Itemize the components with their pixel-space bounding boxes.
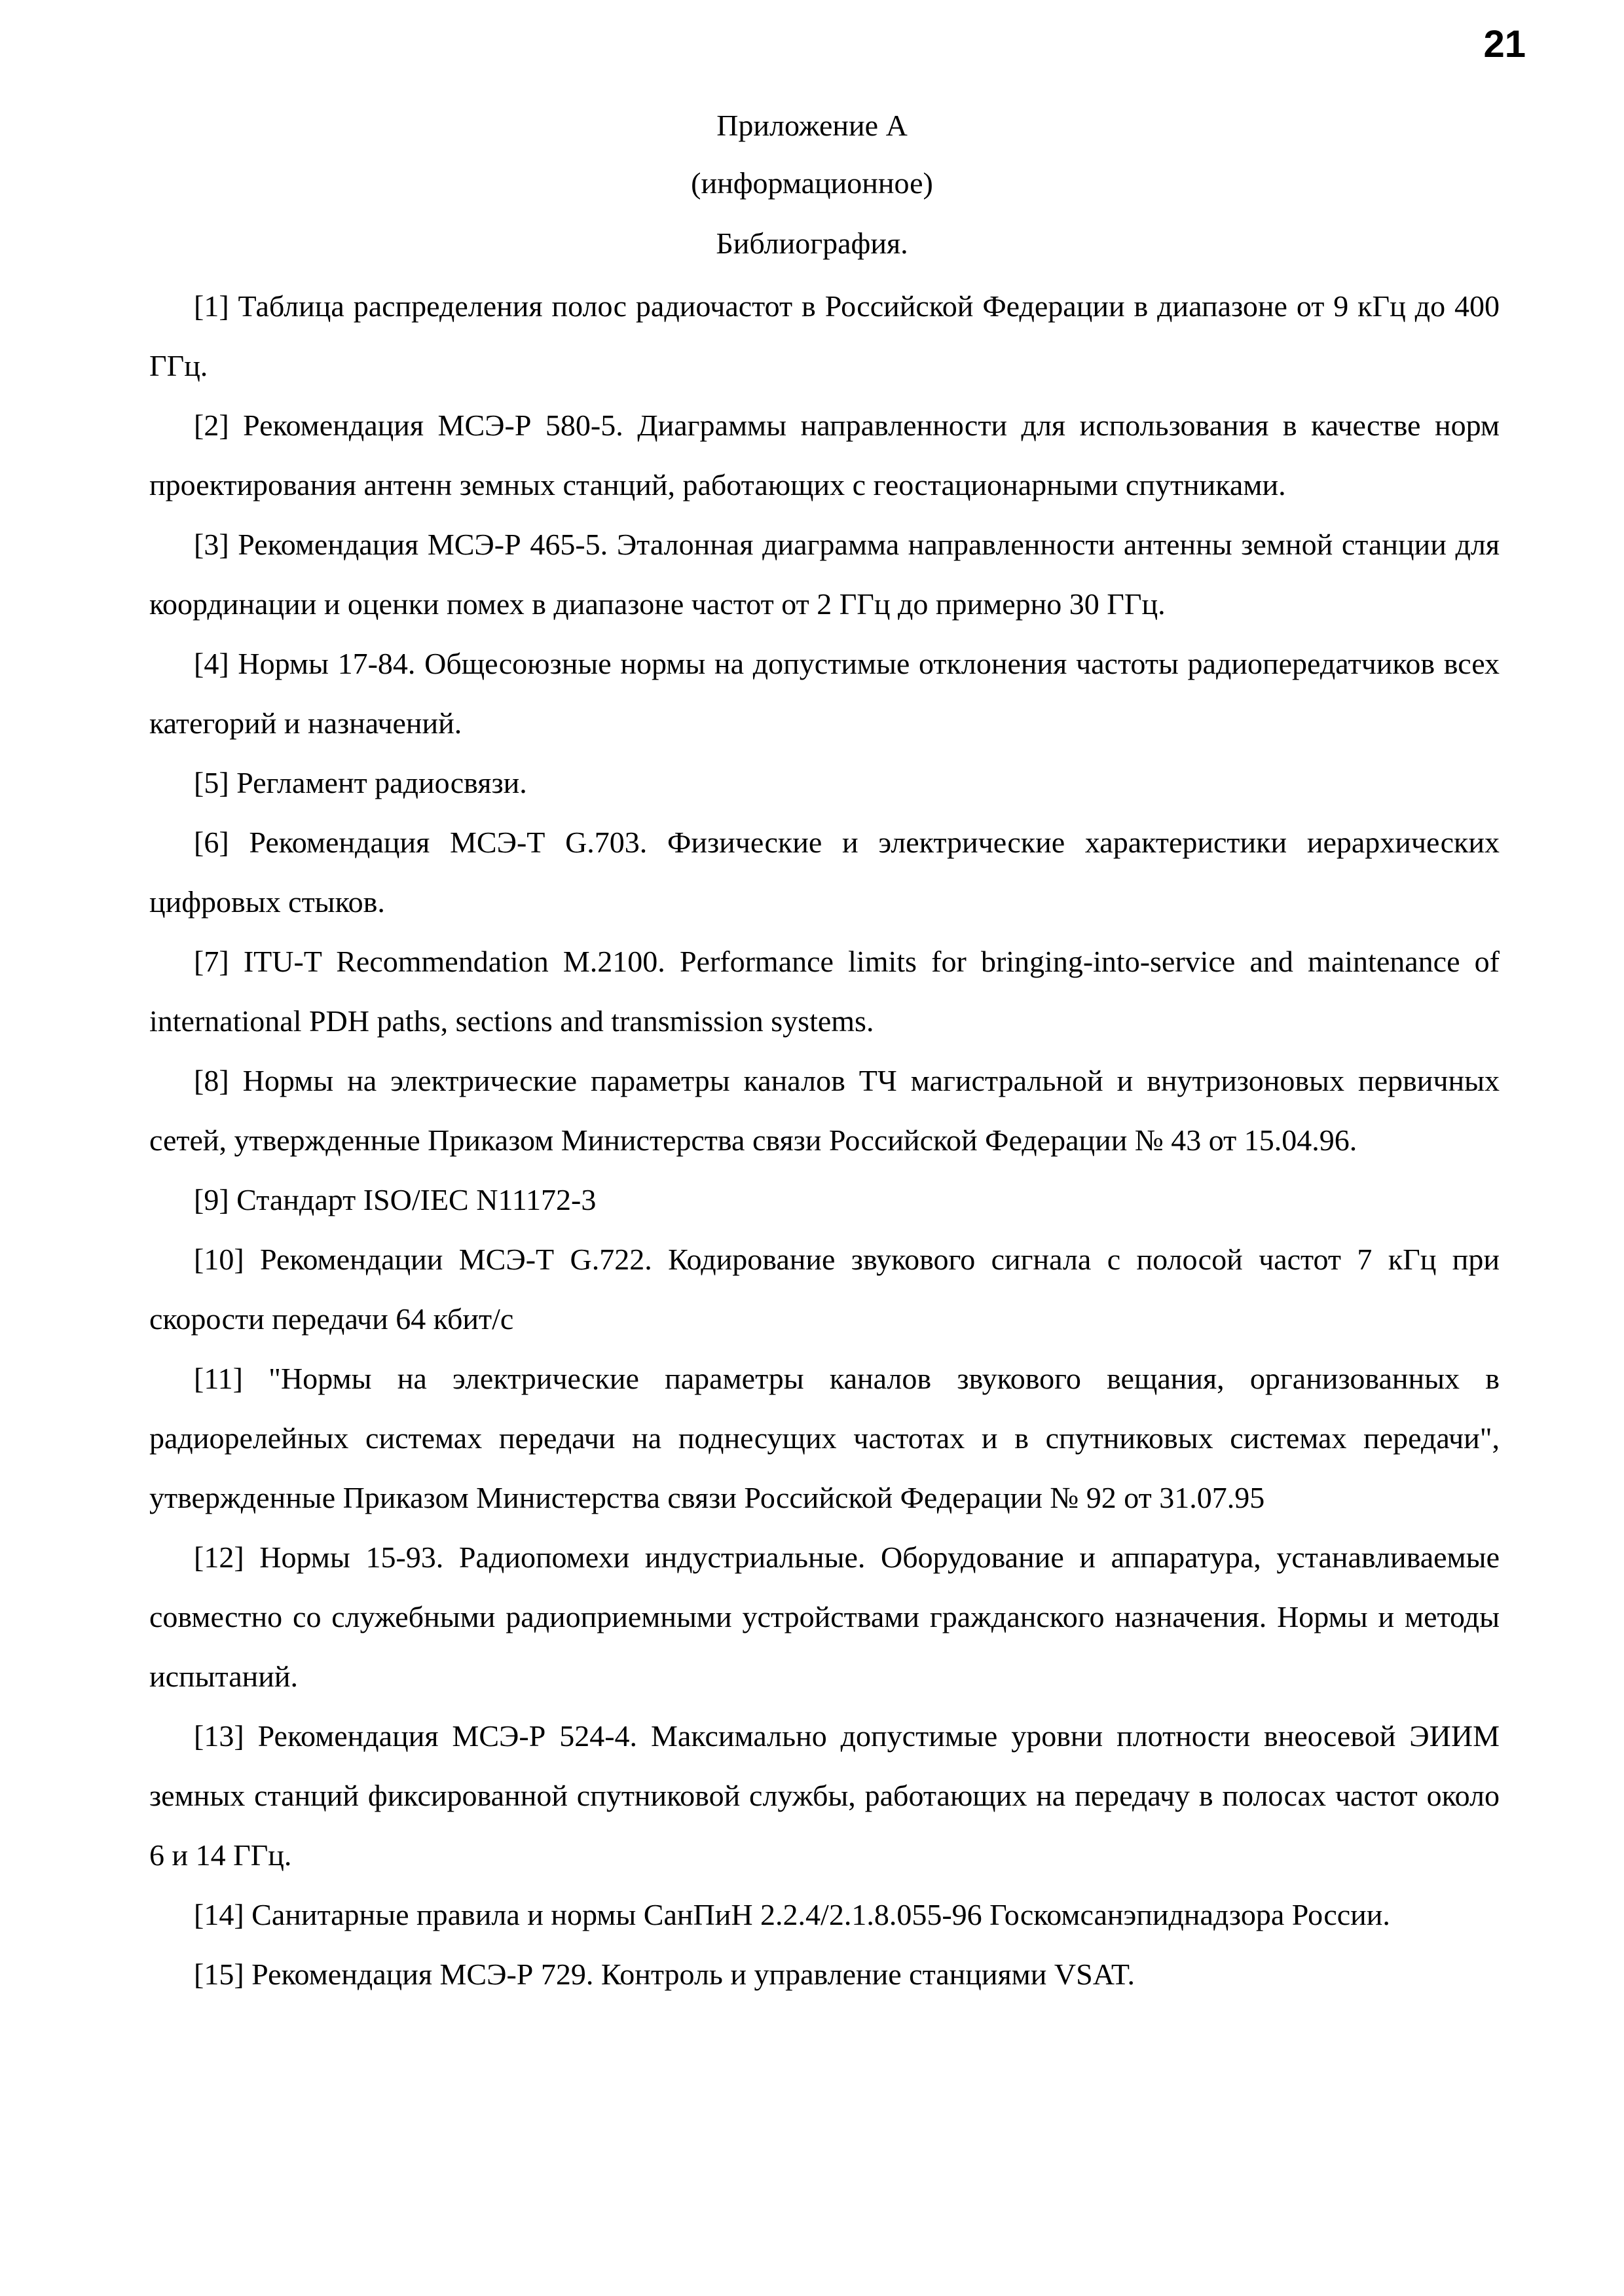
reference-item-5: [5] Регламент радиосвязи. bbox=[194, 766, 527, 799]
page-number: 21 bbox=[1483, 23, 1526, 65]
reference-item-4: [4] Нормы 17-84. Общесоюзные нормы на допустимые отклонения частоты радиопередатчиков всех категорий и назначений. bbox=[149, 647, 1500, 740]
reference-list bbox=[149, 276, 1500, 2004]
reference-item-9: [9] Стандарт ISO/IEC N11172-3 bbox=[194, 1183, 597, 1216]
appendix-type: (информационное) bbox=[691, 166, 933, 200]
reference-item-14: [14] Санитарные правила и нормы СанПиН 2.2.4/2.1.8.055-96 Госкомсанэпиднадзора России. bbox=[194, 1898, 1390, 1931]
appendix-title: Приложение А bbox=[716, 109, 908, 142]
reference-item-1: [1] Таблица распределения полос радиочастот в Российской Федерации в диапазоне от 9 кГц до 400 ГГц. bbox=[149, 289, 1500, 382]
reference-item-13: [13] Рекомендация МСЭ-Р 524-4. Максимально допустимые уровни плотности внеосевой ЭИИМ земных станций фиксированной спутниковой службы, работающих на передачу в полосах частот около 6 и 14 ГГц. bbox=[149, 1719, 1500, 1872]
reference-item-6: [6] Рекомендация МСЭ-Т G.703. Физические и электрические характеристики иерархических цифровых стыков. bbox=[149, 826, 1500, 919]
reference-item-15: [15] Рекомендация МСЭ-Р 729. Контроль и управление станциями VSAT. bbox=[194, 1958, 1135, 1991]
reference-item-7: [7] ITU-T Recommendation M.2100. Performance limits for bringing-into-service and maintenance of international PDH paths, sections and transmission systems. bbox=[149, 945, 1500, 1038]
reference-item-2: [2] Рекомендация МСЭ-Р 580-5. Диаграммы направленности для использования в качестве норм проектирования антенн земных станций, работающих с геостационарными спутниками. bbox=[149, 409, 1500, 501]
reference-item-8: [8] Нормы на электрические параметры каналов ТЧ магистральной и внутризоновых первичных сетей, утвержденные Приказом Министерства связи Российской Федерации № 43 от 15.04.96. bbox=[149, 1064, 1500, 1157]
reference-item-11: [11] "Нормы на электрические параметры каналов звукового вещания, организованных в радиорелейных системах передачи на поднесущих частотах и в спутниковых системах передачи", утвержденные Приказом Министерства связи Российской Федерации № 92 от 31.07.95 bbox=[149, 1362, 1500, 1514]
reference-item-12: [12] Нормы 15-93. Радиопомехи индустриальные. Оборудование и аппаратура, устанавливаемые совместно со служебными радиоприемными устройствами гражданского назначения. Нормы и методы испытаний. bbox=[149, 1540, 1500, 1693]
bibliography-title: Библиография. bbox=[716, 227, 908, 260]
reference-item-10: [10] Рекомендации МСЭ-Т G.722. Кодирование звукового сигнала с полосой частот 7 кГц при скорости передачи 64 кбит/с bbox=[149, 1243, 1500, 1336]
reference-item-3: [3] Рекомендация МСЭ-Р 465-5. Эталонная диаграмма направленности антенны земной станции для координации и оценки помех в диапазоне частот от 2 ГГц до примерно 30 ГГц. bbox=[149, 528, 1500, 621]
